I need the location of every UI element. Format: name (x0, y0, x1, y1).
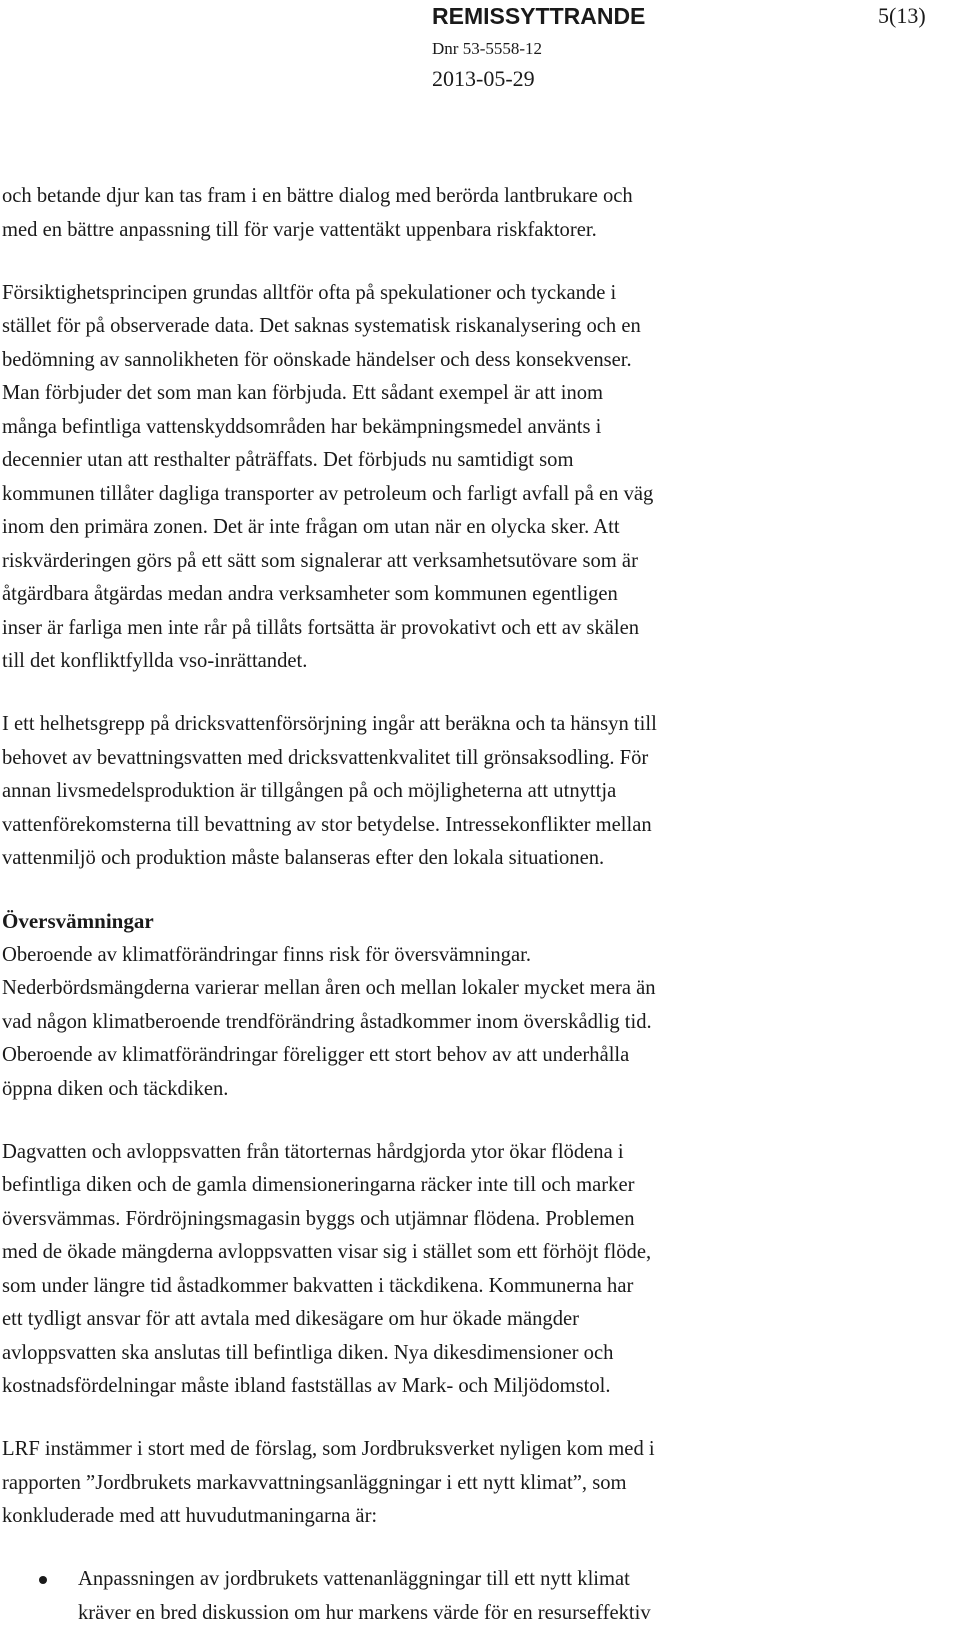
text-line: behovet av bevattningsvatten med dricksvattenkvalitet till grönsaksodling. För (2, 742, 942, 776)
text-line: Oberoende av klimatförändringar föreligger ett stort behov av att underhålla (2, 1039, 942, 1073)
text-line: åtgärdbara åtgärdas medan andra verksamheter som kommunen egentligen (2, 578, 942, 612)
text-line: befintliga diken och de gamla dimensioneringarna räcker inte till och marker (2, 1169, 942, 1203)
paragraph (2, 708, 942, 876)
paragraph (2, 1433, 942, 1534)
document-date: 2013-05-29 (432, 64, 535, 94)
text-line: Dagvatten och avloppsvatten från tätorternas hårdgjorda ytor ökar flödena i (2, 1136, 942, 1170)
section-heading: Översvämningar (2, 905, 942, 939)
text-line: vad någon klimatberoende trendförändring åstadkommer inom överskådlig tid. (2, 1006, 942, 1040)
text-line: riskvärderingen görs på ett sätt som signalerar att verksamhetsutövare som är (2, 545, 942, 579)
list-item (2, 1563, 942, 1630)
text-line: inser är farliga men inte rår på tillåts fortsätta är provokativt och ett av skälen (2, 612, 942, 646)
text-line: till det konfliktfyllda vso-inrättandet. (2, 645, 942, 679)
text-line: ett tydligt ansvar för att avtala med dikesägare om hur ökade mängder (2, 1303, 942, 1337)
text-line: decennier utan att resthalter påträffats. Det förbjuds nu samtidigt som (2, 444, 942, 478)
text-line: I ett helhetsgrepp på dricksvattenförsörjning ingår att beräkna och ta hänsyn till (2, 708, 942, 742)
text-line: rapporten ”Jordbrukets markavvattningsanläggningar i ett nytt klimat”, som (2, 1467, 942, 1501)
text-line: stället för på observerade data. Det saknas systematisk riskanalysering och en (2, 310, 942, 344)
page-number: 5(13) (878, 0, 926, 32)
text-line: översvämmas. Fördröjningsmagasin byggs och utjämnar flödena. Problemen (2, 1203, 942, 1237)
text-line: många befintliga vattenskyddsområden har bekämpningsmedel använts i (2, 411, 942, 445)
text-line: inom den primära zonen. Det är inte frågan om utan när en olycka sker. Att (2, 511, 942, 545)
text-line: Anpassningen av jordbrukets vattenanläggningar till ett nytt klimat (78, 1563, 942, 1597)
document-reference-number: Dnr 53-5558-12 (432, 37, 542, 61)
text-line: och betande djur kan tas fram i en bättre dialog med berörda lantbrukare och (2, 180, 942, 214)
text-line: Oberoende av klimatförändringar finns risk för översvämningar. (2, 939, 942, 973)
text-line: kostnadsfördelningar måste ibland fastställas av Mark- och Miljödomstol. (2, 1370, 942, 1404)
text-line: Försiktighetsprincipen grundas alltför ofta på spekulationer och tyckande i (2, 277, 942, 311)
text-line: Man förbjuder det som man kan förbjuda. Ett sådant exempel är att inom (2, 377, 942, 411)
text-line: med en bättre anpassning till för varje vattentäkt uppenbara riskfaktorer. (2, 214, 942, 248)
document-type-title: REMISSYTTRANDE (432, 0, 645, 32)
text-line: kommunen tillåter dagliga transporter av petroleum och farligt avfall på en väg (2, 478, 942, 512)
text-line: bedömning av sannolikheten för oönskade händelser och dess konsekvenser. (2, 344, 942, 378)
text-line: konkluderade med att huvudutmaningarna är: (2, 1500, 942, 1534)
text-line: med de ökade mängderna avloppsvatten visar sig i stället som ett förhöjt flöde, (2, 1236, 942, 1270)
text-line: kräver en bred diskussion om hur markens värde för en resurseffektiv (78, 1597, 942, 1630)
text-line: öppna diken och täckdiken. (2, 1073, 942, 1107)
text-line: Nederbördsmängderna varierar mellan åren och mellan lokaler mycket mera än (2, 972, 942, 1006)
bullet-list (2, 1563, 942, 1630)
bullet-icon (39, 1576, 47, 1584)
text-line: vattenförekomsterna till bevattning av stor betydelse. Intressekonflikter mellan (2, 809, 942, 843)
paragraph (2, 277, 942, 679)
text-line: som under längre tid åstadkommer bakvatten i täckdikena. Kommunerna har (2, 1270, 942, 1304)
text-line: vattenmiljö och produktion måste balanseras efter den lokala situationen. (2, 842, 942, 876)
paragraph (2, 1136, 942, 1404)
paragraph (2, 180, 942, 247)
text-line: avloppsvatten ska anslutas till befintliga diken. Nya dikesdimensioner och (2, 1337, 942, 1371)
text-line: LRF instämmer i stort med de förslag, som Jordbruksverket nyligen kom med i (2, 1433, 942, 1467)
paragraph (2, 939, 942, 1107)
text-line: annan livsmedelsproduktion är tillgången på och möjligheterna att utnyttja (2, 775, 942, 809)
document-body (2, 180, 942, 1630)
